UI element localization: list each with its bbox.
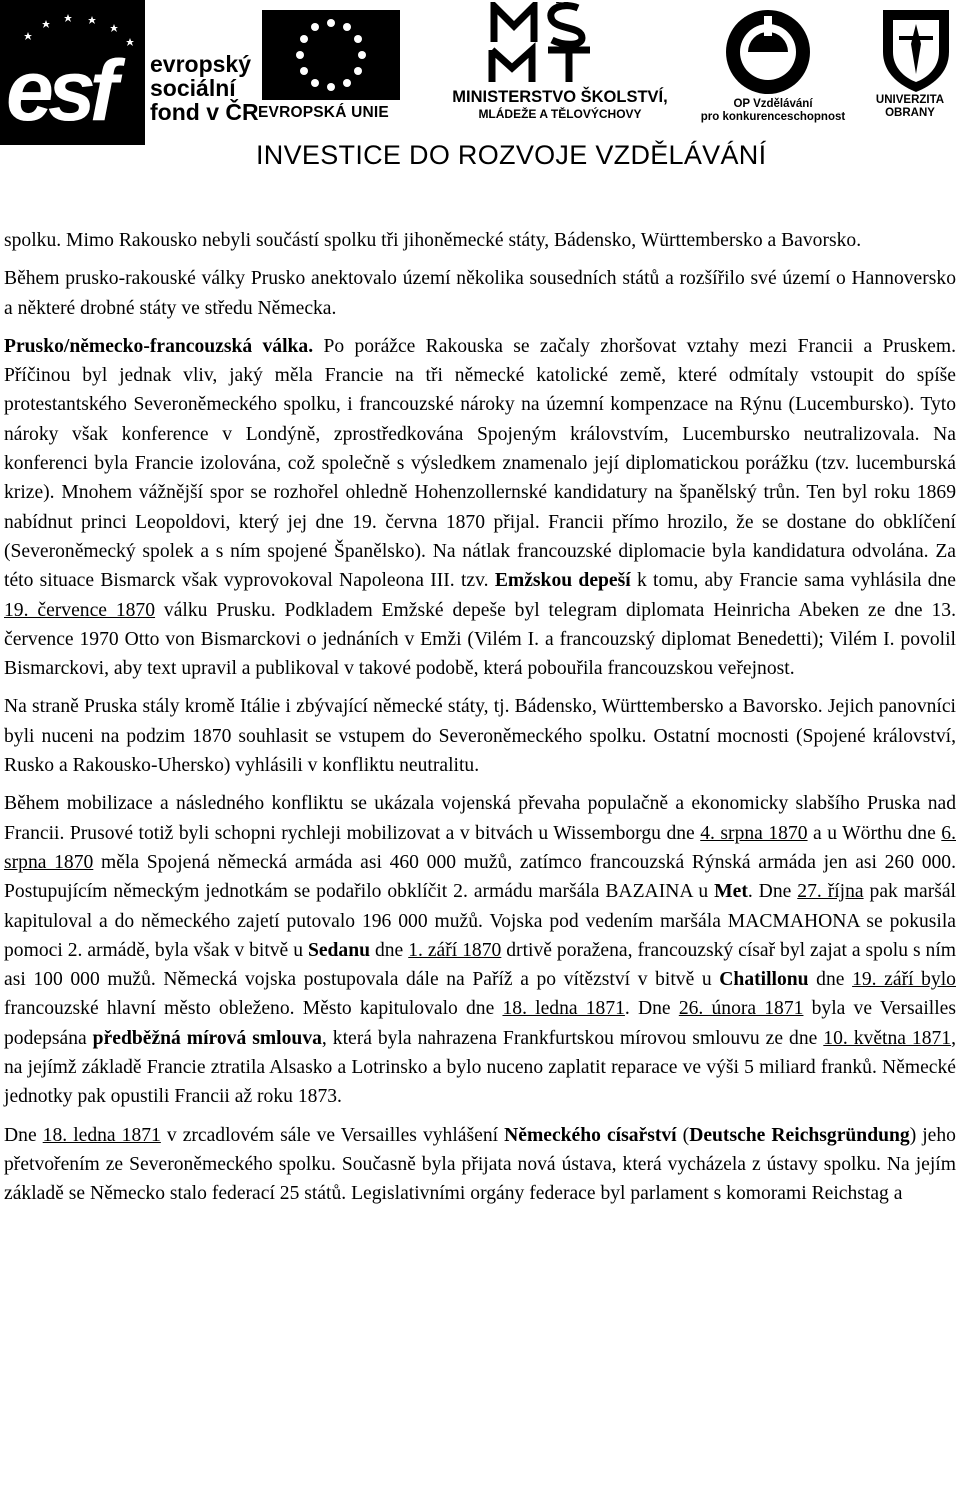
bold-term: Prusko/německo-francouzská válka. <box>4 335 314 357</box>
bold-term: Chatillonu <box>719 969 809 991</box>
paragraph: spolku. Mimo Rakousko nebyli součástí spolku tři jihoněmecké státy, Bádensko, Württembersko a Bavorsko. <box>4 230 862 251</box>
paragraph <box>4 1121 956 1209</box>
esf-text-line: evropský <box>150 51 252 77</box>
bold-term: Deutsche Reichsgründung <box>689 1124 910 1146</box>
text-run: dne <box>808 969 853 991</box>
underlined-date: 19. září bylo <box>852 969 956 991</box>
op-subtitle: pro konkurenceschopnost <box>700 111 846 123</box>
paragraph: Na straně Pruska stály kromě Itálie i zbývající německé státy, tj. Bádensko, Württembersko a Bavorsko. Jejich panovníci byli nuceni na podzim 1870 souhlasit se vstupem do Severoněmeckého spolku. Ostatní mocnosti (Spojené království, Rusko a Rakousko-Uhersko) vyhlásili v konfliktu neutralitu. <box>4 696 956 777</box>
eu-flag-icon <box>262 10 400 100</box>
msmt-logo <box>486 2 596 84</box>
text-run: francouzské hlavní město obleženo. Město kapitulovalo dne <box>4 998 503 1020</box>
underlined-date: 4. srpna 1870 <box>700 822 808 844</box>
text-run: v zrcadlovém sále ve Versailles vyhlášení <box>160 1124 505 1146</box>
bold-term: Met <box>714 881 748 903</box>
esf-text <box>150 52 259 124</box>
text-run: byla ve Versailles podepsána <box>4 998 957 1049</box>
paragraph <box>4 789 956 1111</box>
text-run: . Dne <box>624 998 679 1020</box>
text-run: k tomu, aby Francie sama vyhlásila dne <box>630 570 956 592</box>
underlined-date: 26. února 1871 <box>678 998 804 1020</box>
msmt-label <box>425 88 695 121</box>
text-run: válku Prusku. Podkladem Emžské depeše byl telegram diplomata Heinricha Abeken ze dne 13. července 1970 Otto von Bismarckovi o jednáních v Emži (Vilém I. a francouzský diplomat Benedetti); Vilém I. povolil Bismarckovi, aby text upravil a publikoval v takové podobě, která pobouřila francouzskou veřejnost. <box>4 599 956 680</box>
paragraph: Během prusko-rakouské války Prusko anektovalo území několika sousedních států a rozšířilo své území o Hannoversko a některé drobné státy ve středu Německa. <box>4 268 956 319</box>
text-run: dne <box>370 939 409 961</box>
op-name: OP Vzdělávání <box>733 98 813 110</box>
bold-term: Sedanu <box>307 939 371 961</box>
underlined-date: 27. října <box>797 881 864 903</box>
underlined-date: 1. září 1870 <box>408 939 502 961</box>
text-run: ( <box>676 1124 690 1146</box>
text-run: Během mobilizace a následného konfliktu se ukázala vojenská převaha populačně a ekonomicky slabšího Pruska nad Francii. Prusové totiž byli schopni rychleji mobilizovat a v bitvách u Wissemborgu dne <box>4 793 956 844</box>
op-label <box>688 98 858 124</box>
eu-label: EVROPSKÁ UNIE <box>258 104 389 121</box>
text-run: a u Wörthu dne <box>807 822 942 844</box>
esf-letters: esf <box>6 43 113 139</box>
text-run: pak maršál kapituloval a do německého zajetí putovalo 196 000 mužů. Vojska pod vedením maršála MACMAHONA se pokusila pomoci 2. armádě, byla však v bitvě u <box>4 881 956 961</box>
university-subtitle: OBRANY <box>885 107 935 119</box>
text-run: Po porážce Rakouska se začaly zhoršovat vztahy mezi Francii a Pruskem. Příčinou byl jednak vliv, jaký měla Francie na tři německé katolické země, které odmítaly vstoupit do spíše protestantského Severoněmeckého spolku, i francouzské nároky na územní kompenzace na Rýnu (Lucembursko). Tyto nároky však konference v Londýně, zprostředkována Spojeným královstvím, Lucembursko neutralizovala. Na konferenci byla Francie izolována, což společně s výsledkem znamenalo její diplomatickou porážku (tzv. lucemburská krize). Mnohem vážnější spor se rozhořel ohledně Hohenzollernské kandidatury na španělský trůn. Ten byl roku 1869 nabídnut princi Leopoldovi, který jej dne 19. června 1870 přijal. Francii přímo hrozilo, že se dostane do obklíčení (Severoněmecký spolek a s ním spojené Španělsko). Na nátlak francouzské diplomacie byla kandidatura odvolána. Za této situace Bismarck však vyprovokoval Napoleona III. tzv. <box>4 335 956 592</box>
bold-term: Emžskou depeší <box>494 570 631 592</box>
underlined-date: 18. ledna 1871 <box>42 1124 161 1146</box>
esf-text-line: sociální <box>150 75 236 101</box>
university-name: UNIVERZITA <box>875 94 945 106</box>
text-run: Dne <box>4 1124 43 1146</box>
esf-logo <box>0 0 145 145</box>
text-run: ) jeho přetvořením ze Severoněmeckého spolku. Současně byla přijata nová ústava, která vycházela z ústavy spolku. Na jejím základě se Německo stalo federací 25 států. Legislativními orgány federace byl parlament s komorami Reichstag a <box>4 1124 956 1205</box>
underlined-date: 18. ledna 1871 <box>502 998 625 1020</box>
university-label <box>860 94 960 120</box>
text-run: měla Spojená německá armáda asi 460 000 mužů, zatímco francouzská Rýnská armáda jen asi 260 000. Postupujícím německým jednotkám se podařilo obklíčit 2. armádu maršála BAZAINA u <box>4 851 957 903</box>
underlined-date: 6. srpna 1870 <box>4 822 956 873</box>
bold-term: Německého císařství <box>504 1124 677 1146</box>
esf-text-line: fond v ČR <box>150 99 259 125</box>
underlined-date: 10. května 1871 <box>823 1027 952 1049</box>
op-logo-icon <box>718 6 818 98</box>
text-run: drtivě poražena, francouzský císař byl zajat a spolu s ním asi 100 000 mužů. Německá vojska postupovala dále na Paříž a po vítězství v bitvě u <box>4 939 956 991</box>
page-header <box>0 0 960 190</box>
text-run: , která byla nahrazena Frankfurtskou mírovou smlouvu ze dne <box>321 1027 824 1049</box>
text-run: . Dne <box>747 881 798 903</box>
tagline: INVESTICE DO ROZVOJE VZDĚLÁVÁNÍ <box>256 140 767 170</box>
underlined-date: 19. července 1870 <box>4 599 156 621</box>
msmt-subtitle: MLÁDEŽE A TĚLOVÝCHOVY <box>478 107 642 121</box>
text-run: , na jejímž základě Francie ztratila Alsasko a Lotrinsko a bylo nuceno zaplatit reparace ve výši 5 miliard franků. Německé jednotky pak opustili Francii až roku 1873. <box>4 1027 956 1108</box>
paragraph <box>4 332 956 684</box>
bold-term: předběžná mírová smlouva <box>92 1027 322 1049</box>
university-emblem-icon <box>875 4 957 94</box>
msmt-name: MINISTERSTVO ŠKOLSTVÍ, <box>452 88 668 106</box>
document-body <box>4 226 956 1209</box>
